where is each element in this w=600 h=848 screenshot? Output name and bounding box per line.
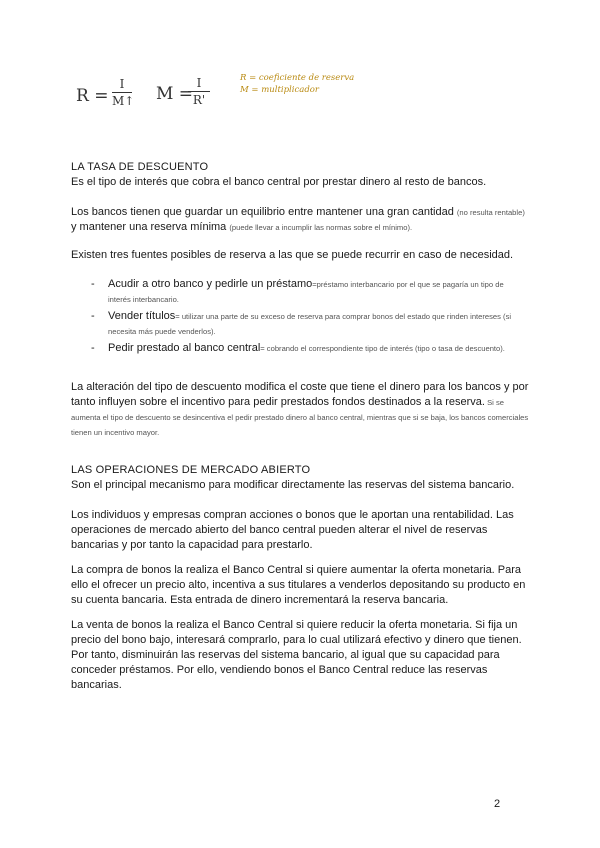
paragraph: [71, 205, 531, 235]
fraction-bar: [188, 91, 210, 92]
bullet-dash: -: [91, 310, 95, 322]
bullet-dash: -: [91, 342, 95, 354]
text: Existen tres fuentes posibles de reserva a las que se puede recurrir en caso de necesidad.: [71, 249, 514, 261]
list-item-note: = cobrando el correspondiente tipo de interés (tipo o tasa de descuento).: [260, 344, 505, 353]
section-title: LA TASA DE DESCUENTO: [71, 161, 209, 173]
page-number: 2: [494, 798, 501, 810]
list-item-main: Acudir a otro banco y pedirle un préstamo: [108, 278, 313, 290]
text: Los bancos tienen que guardar un equilibrio entre mantener una gran cantidad: [71, 206, 457, 218]
formula-m-denominator: R': [192, 93, 206, 107]
list-item-main: Vender títulos: [108, 310, 176, 322]
list-item: [71, 341, 521, 356]
paragraph: [71, 618, 531, 693]
text: y mantener una reserva mínima: [71, 221, 230, 233]
list-item-note: = utilizar una parte de su exceso de reserva para comprar bonos del estado que rinden intereses (si necesita más puede venderlos).: [108, 312, 512, 336]
formula-legend: [240, 72, 354, 96]
text: Los individuos y empresas compran acciones o bonos que le aportan una rentabilidad. Las operaciones de mercado abierto del banco central pueden alterar el nivel de reservas bancarias y por tanto la capacidad para prestarlo.: [71, 509, 514, 551]
text: La alteración del tipo de descuento modifica el coste que tiene el dinero para los bancos y por tanto influyen sobre el incentivo para pedir prestados fondos destinados a la reserva.: [71, 381, 529, 408]
text: La compra de bonos la realiza el Banco Central si quiere aumentar la oferta monetaria. Para ello el ofrecer un precio alto, incentiva a sus titulares a venderlos depositando su producto en su cuenta bancaria. Esta entrada de dinero incrementará la reserva bancaria.: [71, 564, 526, 606]
list-item: [71, 277, 521, 307]
formula-m-numerator: I: [196, 76, 202, 90]
formula-r-numerator: I: [119, 77, 125, 91]
paragraph: [71, 563, 531, 608]
paragraph: [71, 248, 531, 263]
section-intro: Es el tipo de interés que cobra el banco central por prestar dinero al resto de bancos.: [71, 176, 487, 188]
text: La venta de bonos la realiza el Banco Central si quiere reducir la oferta monetaria. Si fija un precio del bono bajo, interesará comprarlo, para lo cual utilizará efectivo y dinero que tienen. Por tanto, disminuirán las reservas del sistema bancario, al igual que su capacidad para conceder préstamos. Por ello, vendiendo bonos el Banco Central reduce las reservas bancarias.: [71, 619, 522, 691]
reserve-sources-list: [71, 277, 521, 358]
section-tasa-descuento: [71, 160, 531, 190]
list-item: [71, 309, 521, 339]
list-item-note: =préstamo interbancario por el que se pagaría un tipo de interés interbancario.: [108, 280, 504, 304]
formula-r-fraction: [112, 77, 135, 108]
paragraph: [71, 508, 531, 553]
formula-r-lhs: R =: [76, 86, 109, 106]
fraction-bar: [112, 92, 132, 93]
formula-m-lhs: M =: [156, 84, 194, 104]
note-text: Si se aumenta el tipo de descuento se desincentiva el pedir prestado dinero al banco central, mientras que si se baja, los bancos comerciales tienen un incentivo mayor.: [71, 398, 529, 437]
section-mercado-abierto: [71, 463, 531, 493]
note-text: (puede llevar a incumplir las normas sobre el mínimo).: [229, 223, 413, 232]
section-title: LAS OPERACIONES DE MERCADO ABIERTO: [71, 464, 311, 476]
list-item-main: Pedir prestado al banco central: [108, 342, 261, 354]
section-intro: Son el principal mecanismo para modificar directamente las reservas del sistema bancario.: [71, 479, 515, 491]
bullet-dash: -: [91, 278, 95, 290]
legend-r: R = coeficiente de reserva: [240, 73, 355, 83]
paragraph: [71, 380, 531, 440]
note-text: (no resulta rentable): [456, 208, 525, 217]
legend-m: M = multiplicador: [240, 85, 319, 95]
formula-m-fraction: [188, 76, 210, 107]
formula-r-denominator: M↑: [112, 94, 135, 108]
